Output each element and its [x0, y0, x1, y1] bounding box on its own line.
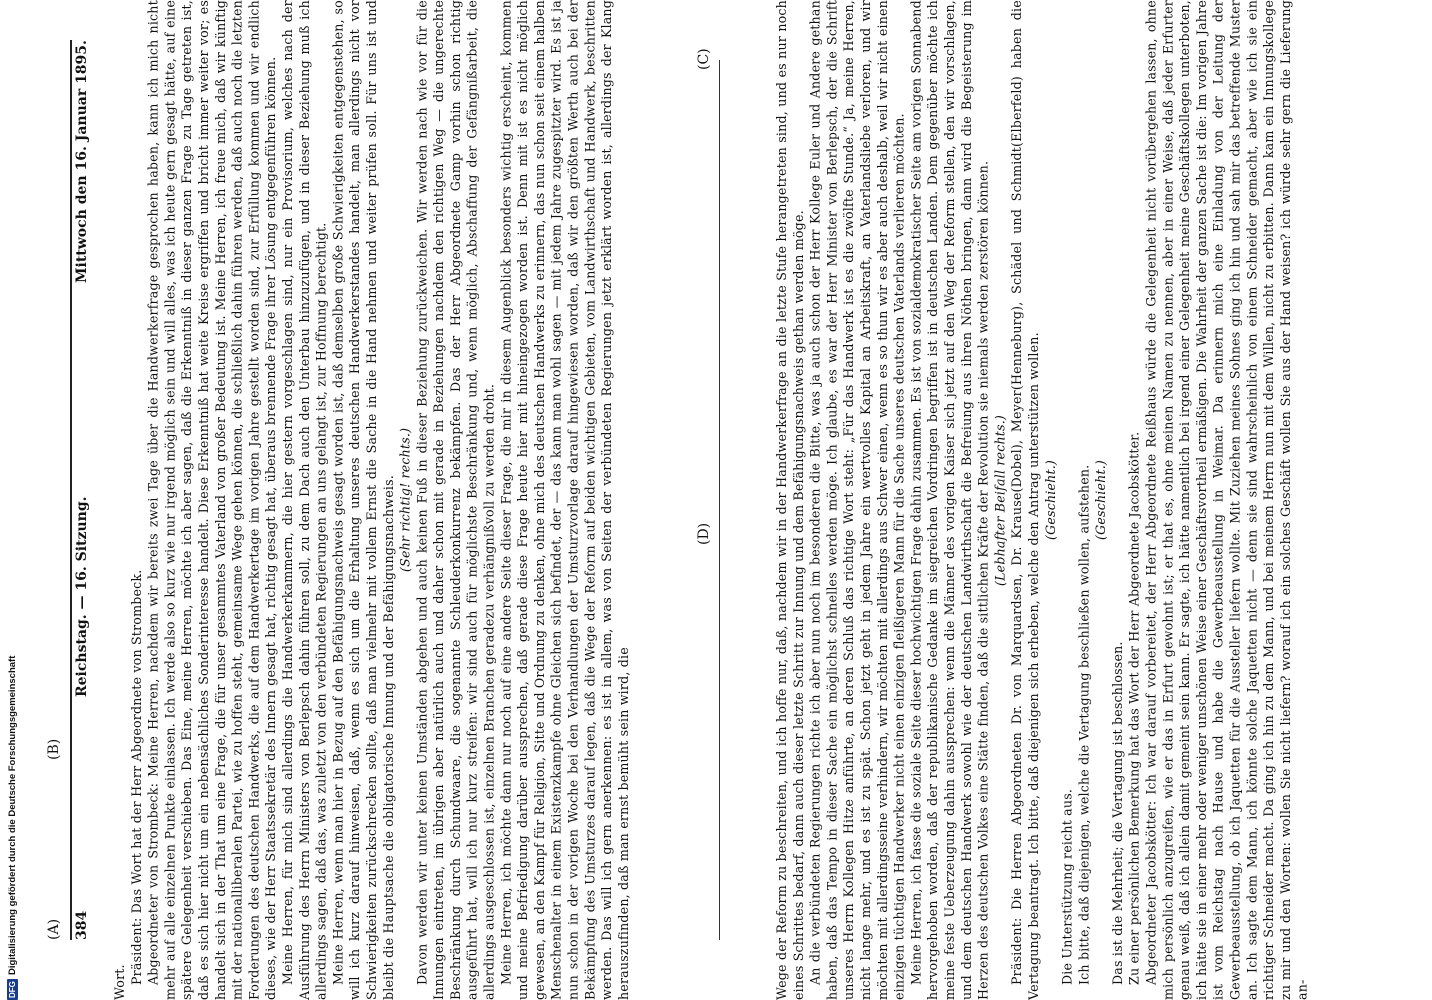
header-title: Reichstag. — 16. Sitzung.: [74, 496, 90, 698]
text-column-left: [112, 0, 672, 1000]
paragraph: Präsident: Die Herren Abgeordneten Dr. von Marquardsen, Dr. Krause(Dobel), Meyer(Henneburg), Schädel und Schmidt(Elberfeld) haben die Vertagung beantragt. Ich bitte, daß diejenigen sich erheben, welche den Antrag unterstützen wollen.: [1009, 0, 1041, 1000]
paragraph: (Geschieht.): [1042, 459, 1058, 541]
footer-text: Digitalisierung gefördert durch die Deutsche Forschungsgemeinschaft: [7, 655, 18, 976]
page-header: [74, 0, 110, 1000]
paragraph: Ich bitte, daß diejenigen, welche die Vertagung beschließen wollen, aufstehen.: [1076, 464, 1092, 985]
text-column-right: [774, 0, 1334, 1000]
margin-mark-d: (D): [696, 522, 712, 545]
column-divider: [719, 60, 720, 940]
paragraph: (Geschieht.): [1093, 459, 1109, 541]
page-number: 384: [74, 910, 90, 940]
paragraph: Meine Herren, wenn man hier in Bezug auf den Befähigungsnachweis gesagt worden ist, daß demselben große Schwierigkeiten entgegenstehen, so will ich kurz darauf hinweisen, daß, wenn es sich um die Erhaltung unseres deutschen Handwerkerstandes handelt, man allerdings nicht vor Schwierigkeiten zurückschrecken sollte, daß man vielmehr mit vollem Ernst die Sache in die Hand nehmen und weiter prüfen soll. Für uns ist und bleibt die Hauptsache die obligatorische Innung und der Befähigungsnachweis.: [330, 0, 396, 1000]
margin-mark-a: (A): [46, 918, 62, 940]
digitization-footer: [0, 0, 18, 1000]
paragraph: Die Unterstützung reicht aus.: [1059, 788, 1075, 985]
paragraph: An die verbündeten Regierungen richte ich aber nun noch im besonderen die Bitte, was ja auch schon der Herr Kollege Euler und Andere gethan haben, daß das Tempo in dieser Sache ein möglichst schnelles werden möge. Ich glaube, es war der Herr Minister von Berlepsch, der die Schrift unseres Herrn Kollegen Hitze anführte, an deren Schluß das richtige Wort steht: „Für das Handwerk ist es die zwölfte Stunde.“ Ja, meine Herren, nicht lange mehr, und es ist zu spät. Schon jetzt geht in jedem Jahre ein wertvolles Kapital an Arbeitskraft, an Vaterlandsliebe verloren, und wir möchten mit allerdingsseine verhindern, wir möchten mit allerdings aus Schwer einen, wenn es so thun wir es aber auch deshalb, weil wir nicht einen einzigen tüchtigen Handwerker nicht einen einzigen fleißigeren Mann für die Sache unseres deutschen Vaterlands verlieren möchten.: [807, 0, 907, 1000]
paragraph: Wege der Reform zu beschreiten, und ich hoffe nur, daß, nachdem wir in der Handwerkerfrage an die letzte Stufe herangetreten sind, und es nur noch eines Schrittes bedarf, dann auch dieser letzte Schritt zur Innung und dem Befähigungsnachweis gethan werden möge.: [774, 0, 806, 1000]
paragraph: Das ist die Mehrheit; die Vertagung ist beschlossen.: [1109, 641, 1125, 985]
margin-mark-b: (B): [46, 738, 62, 760]
paragraph: Zu einer persönlichen Bemerkung hat das Wort der Herr Abgeordnete Jacobskötter.: [1126, 431, 1142, 985]
paragraph: Davon werden wir unter keinen Umständen abgehen und auch keinen Fuß in dieser Beziehung zurückweichen. Wir werden nach wie vor für die Innungen eintreten, im übrigen aber natürlich auch und daher schon mit gerade in Beziehungen nachdem den richtigen Weg — die ungerechte Beschränkung durch Schundwaare, die sogenannte Schleuderkonkurrenz bekämpfen. Das der Herr Abgeordnete Gamp vorhin schon richtig ausgeführt hat, will ich nur kurz streifen: wir sind auch für möglichste Beschränkung und, wenn möglich, Abschaffung der Gefängnißarbeit, die allerdings ausgeschlossen ist, einzelnen Branchen geradezu verhängnißvoll zu werden droht.: [414, 0, 497, 1000]
paragraph: Präsident: Das Wort hat der Herr Abgeordnete von Strombeck.: [128, 569, 144, 985]
paragraph: Meine Herren, ich möchte dann nur noch auf eine andere Seite dieser Frage, die mir in diesem Augenblick besonders wichtig erscheint, kommen und meine Befriedigung darüber aussprechen, daß gerade diese Frage heute hier mit hineingezogen worden ist. Denn mit ist es nicht möglich gewesen, an den Kampf für Religion, Sitte und Ordnung zu denken, ohne mich des deutschen Handwerks zu erinnern, das nun schon seit einem halben Menschenalter in einem Existenzkampfe ohne Gleichen sich befindet, der — das kann man wohl sagen — mit jedem Jahre zugespitzter wird. Es ist ja nun schon in der vorigen Woche bei den Verhandlungen der Umsturzvorlage darauf hingewiesen worden, daß wir den größten Werth auch bei der Bekämpfung des Umsturzes darauf legen, daß die Wege der Reform auf beiden wichtigen Gebieten, vom Landwirthschaft und Handwerk, beschritten werden. Das will ich gern anerkennen: es ist in allem, was von Seiten der verbündeten Regierungen jetzt erklärt worden ist, allerdings der Klang herauszufinden, daß man ernst bemüht sein wird, die: [498, 0, 631, 1000]
paragraph: Abgeordneter von Strombeck: Meine Herren, nachdem wir bereits zwei Tage über die Handwerkerfrage gesprochen haben, kann ich mich nicht mehr auf alle einzelnen Punkte einlassen. Ich werde also so kurz wie nur irgend möglich sein und will alles, was ich heute gern gesagt hätte, auf eine spätere Gelegenheit verschieben. Das Eine, meine Herren, möchte ich aber sagen, daß die Erkenntniß in dieser ganzen Frage zu Tage getreten ist, daß es sich hier nicht um ein nebensächliches Sonderinteresse handelt. Diese Erkenntniß hat weite Kreise ergriffen und bricht immer weiter vor; es handelt sich in der That um eine Frage, die für unser gesammtes Vaterland von großer Bedeutung ist. Meine Herren, ich freue mich, daß wir künftig mit der nationalliberalen Partei, wie zu hoffen steht, gemeinsame Wege gehen können, die schließlich dahin führen werden, daß auch noch die letzten Forderungen des deutschen Handwerks, die auf dem Handwerkertage im vorigen Jahre gestellt worden sind, zur Erfüllung kommen und wir endlich dieses, wie der Herr Staatssekretär des Innern gesagt hat, richtig gesagt hat, überaus brennende Frage ihrer Lösung entgegenführen können.: [145, 0, 279, 1000]
margin-mark-c: (C): [696, 48, 712, 70]
paragraph: Wort.: [112, 964, 127, 1000]
paragraph: (Lebhafter Beifall rechts.): [992, 414, 1008, 586]
paragraph: (Sehr richtig! rechts.): [397, 427, 413, 573]
paragraph: Meine Herren, ich fasse die soziale Seite dieser hochwichtigen Frage dahin zusammen. Es ist von sozialdemokratischer Seite am vorigen Sonnabend hervorgehoben worden, daß der republikanische Gedanke im siegreichen Vordringen begriffen ist in deutschen Landen. Dem gegenüber möchte ich meine feste Ueberzeugung dahin aussprechen: wenn die Männer des vorigen Kaiser sich jetzt auf den Weg der Reform stellen, den wir vorschlagen, und dem deutschen Handwerk sowohl wie der deutschen Landwirthschaft die Befreiung aus ihren Nöthen bringen, dann wird die Begeisterung im Herzen des deutschen Volkes eine Stätte finden, daß die sittlichen Kräfte der Revolution sie niemals werden zerstören können.: [908, 0, 991, 1000]
header-date: Mittwoch den 16. Januar 1895.: [74, 40, 90, 283]
dfg-logo: DFG: [8, 981, 17, 998]
paragraph: Meine Herren, für mich sind allerdings die Handwerkerkammern, die hier gestern vorgeschlagen sind, nur ein Provisorium, welches nach der Ausführung des Herrn Ministers von Berlepsch dahin führen soll, zu dem Dach auch den Unterbau hinzuzufügen, und in dieser Beziehung muß ich allerdings sagen, daß das, was zuletzt von den verbündeten Regierungen an uns gelangt ist, zur Hoffnung berechtigt.: [279, 0, 329, 1000]
header-rule: [71, 40, 73, 940]
paragraph: Abgeordneter Jacobskötter: Ich war darauf vorbereitet, der Herr Abgeordnete Reißhaus würde die Gelegenheit nicht vorübergehen lassen, ohne mich persönlich anzugreifen, wie er das in Erfurt gewohnt ist; er that es, ohne meinen Namen zu nennen, aber in einer Weise, daß jeder Erfurter genau weiß, daß ich allein damit gemeint sein kann. Er sagte, ich hätte namentlich bei irgend einer Gelegenheit meine Geschäftskollegen unterboten, ich hätte sie in einer mehr oder weniger unschönen Weise einer Geschäftsvortheil ermäßigen. Die Wahrheit der ganzen Sache ist die: Im vorigen Jahre ist vom Reichstag nach Hause und habe die Gewerbeausstellung in Weimar. Da erinnern mich eine Einladung von der Leitung der Gewerbeausstellung, ob ich Jaquetten für die Aussteller liefern wollte. Mit Zuziehen meines Sohnes ging ich hin und sah mir das betreffende Muster an. Ich sagte dem Mann, ich könnte solche Jaquetten nicht — denn sie sind wahrscheinlich von einem Schneider gemacht, aber wie ich sie ein richtiger Schneider macht. Da ging ich hin zu dem Mann, und bei meinem Herrn nun mit dem Willen, nicht zu erbitten. Dann kam ein Innungskollege zu mir und den Worten: wollen Sie nicht liefern? worauf ich ein solches Geschäft wollen Sie aus der Hand weisen? ich würde sehr gern die Lieferung an-: [1143, 0, 1310, 1000]
